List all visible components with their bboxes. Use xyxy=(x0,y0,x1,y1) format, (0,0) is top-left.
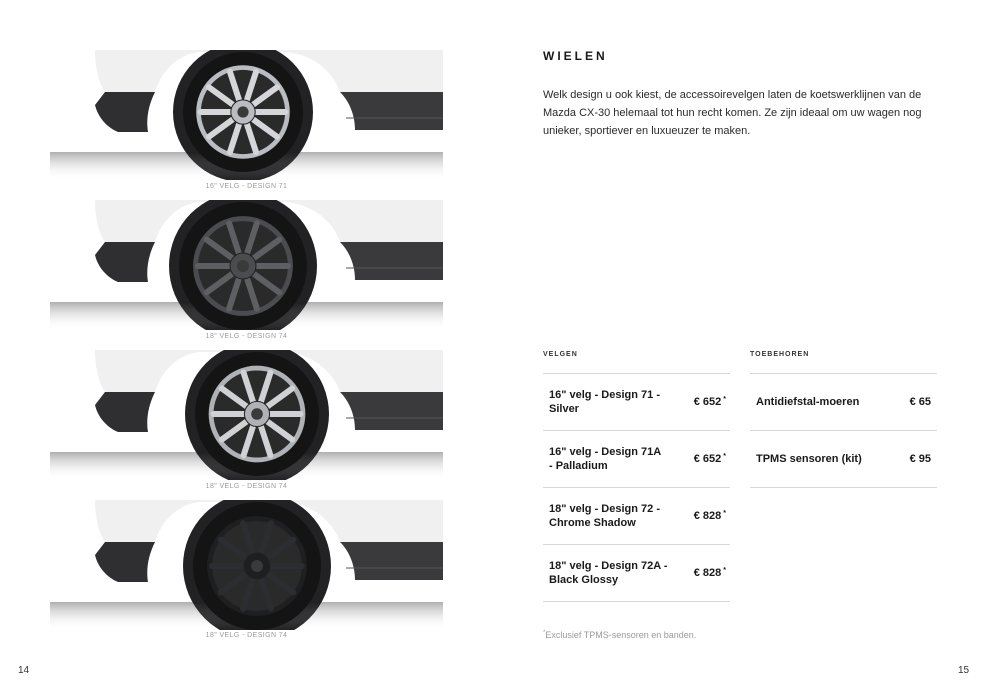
car-bumper xyxy=(95,92,155,132)
car-sill xyxy=(340,392,443,430)
toebehoren-price: € 65 xyxy=(909,396,931,408)
velgen-heading: VELGEN xyxy=(543,351,578,358)
wheel-caption-3: 18" VELG - DESIGN 74 xyxy=(205,483,288,490)
velgen-name: 16" velg - Design 71 - Silver xyxy=(549,389,660,415)
car-bumper xyxy=(95,542,155,582)
toebehoren-row xyxy=(750,431,937,488)
wheel-cap xyxy=(237,106,248,117)
velgen-price: € 828 * xyxy=(693,567,726,579)
car-wheel-illustration xyxy=(50,200,443,330)
car-sill xyxy=(340,542,443,580)
velgen-row xyxy=(543,488,730,545)
toebehoren-price: € 95 xyxy=(909,453,931,465)
wheel-caption-1: 16" VELG - DESIGN 71 xyxy=(205,183,288,190)
toebehoren-heading: TOEBEHOREN xyxy=(750,351,810,358)
wheel-caption-2: 18" VELG - DESIGN 74 xyxy=(205,333,288,340)
wheel-image-1 xyxy=(50,50,443,180)
velgen-price: € 652 * xyxy=(693,453,726,465)
velgen-name: 18" velg - Design 72 - Chrome Shadow xyxy=(549,503,660,529)
wheel-image-3 xyxy=(50,350,443,480)
wheel-cap xyxy=(251,408,263,420)
car-bumper xyxy=(95,242,155,282)
velgen-price: € 652 * xyxy=(693,396,726,408)
toebehoren-name: Antidiefstal-moeren xyxy=(756,396,860,408)
velgen-name: 18" velg - Design 72A - Black Glossy xyxy=(549,560,668,586)
page-number-left: 14 xyxy=(18,665,30,676)
velgen-row xyxy=(543,431,730,488)
footnote: *Exclusief TPMS-sensoren en banden. xyxy=(543,630,697,640)
car-bumper xyxy=(95,392,155,432)
car-wheel-illustration xyxy=(50,350,443,480)
wheel-image-2 xyxy=(50,200,443,330)
section-title: WIELEN xyxy=(543,49,608,63)
wheel-cap xyxy=(251,560,263,572)
car-sill xyxy=(340,92,443,130)
wheel-image-4 xyxy=(50,500,443,630)
wheel-caption-4: 18" VELG - DESIGN 74 xyxy=(205,632,288,639)
toebehoren-row xyxy=(750,374,937,431)
car-wheel-illustration xyxy=(50,500,443,630)
velgen-name: 16" velg - Design 71A - Palladium xyxy=(549,446,662,472)
toebehoren-name: TPMS sensoren (kit) xyxy=(756,453,862,465)
wheel-cap xyxy=(237,260,249,272)
velgen-row xyxy=(543,545,730,602)
intro-paragraph: Welk design u ook kiest, de accessoirevelgen laten de koetswerklijnen van de Mazda CX-30 helemaal tot hun recht komen. Ze zijn ideaal om uw wagen nog unieker, sportiever en luxueuzer te maken. xyxy=(543,89,922,137)
velgen-price: € 828 * xyxy=(693,510,726,522)
car-sill xyxy=(340,242,443,280)
velgen-row xyxy=(543,374,730,431)
car-wheel-illustration xyxy=(50,50,443,180)
page-number-right: 15 xyxy=(958,665,970,676)
